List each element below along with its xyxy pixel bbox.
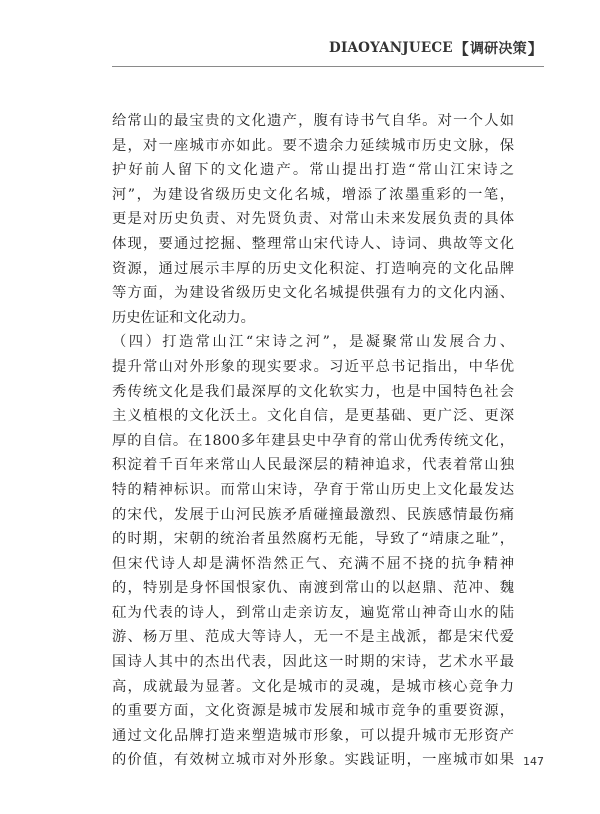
text-line: 矼为代表的诗人，到常山走亲访友，遍览常山神奇山水的陆 bbox=[112, 604, 514, 621]
section-heading-line: （四）打造常山江“宋诗之河”，是凝聚常山发展合力、 bbox=[112, 334, 514, 351]
text-line: 通过文化品牌打造来塑造城市形象，可以提升城市无形资产 bbox=[112, 727, 514, 744]
page-number: 147 bbox=[523, 755, 544, 768]
text-line: 的重要方面，文化资源是城市发展和城市竞争的重要资源， bbox=[112, 703, 514, 720]
text-line: 是，对一座城市亦如此。要不遗余力延续城市历史文脉，保 bbox=[112, 137, 514, 154]
text-line: 的，特别是身怀国恨家仇、南渡到常山的以赵鼎、范冲、魏 bbox=[112, 580, 514, 597]
section-pinyin: DIAOYANJUECE bbox=[329, 40, 453, 56]
text-line: 特的精神标识。而常山宋诗，孕育于常山历史上文化最发达 bbox=[112, 481, 514, 498]
running-header bbox=[329, 36, 544, 60]
text-line: 但宋代诗人却是满怀浩然正气、充满不屈不挠的抗争精神 bbox=[112, 555, 514, 572]
text-line: 的宋代，发展于山河民族矛盾碰撞最激烈、民族感情最伤痛 bbox=[112, 506, 514, 523]
text-line: 资源，通过展示丰厚的历史文化积淀、打造响亮的文化品牌 bbox=[112, 260, 514, 277]
text-line: 体现，要通过挖掘、整理常山宋代诗人、诗词、典故等文化 bbox=[112, 235, 514, 252]
section-bracket-close: 】 bbox=[527, 39, 543, 58]
text-line: 等方面，为建设省级历史文化名城提供强有力的文化内涵、 bbox=[112, 285, 514, 302]
text-line: 高，成就最为显著。文化是城市的灵魂，是城市核心竞争力 bbox=[112, 678, 514, 695]
text-line: 提升常山对外形象的现实要求。习近平总书记指出，中华优 bbox=[112, 358, 514, 375]
text-line: 河”，为建设省级历史文化名城，增添了浓墨重彩的一笔， bbox=[112, 186, 514, 203]
text-line: 游、杨万里、范成大等诗人，无一不是主战派，都是宋代爱 bbox=[112, 629, 514, 646]
section-bracket-open: 【 bbox=[453, 39, 469, 58]
text-line: 国诗人其中的杰出代表，因此这一时期的宋诗，艺术水平最 bbox=[112, 654, 514, 671]
text-line: 厚的自信。在1800多年建县史中孕育的常山优秀传统文化， bbox=[112, 432, 514, 449]
body-text bbox=[112, 109, 514, 773]
text-line: 的价值，有效树立城市对外形象。实践证明，一座城市如果 bbox=[112, 752, 514, 769]
paragraph-end-line: 历史佐证和文化动力。 bbox=[112, 309, 255, 326]
text-line: 的时期，宋朝的统治者虽然腐朽无能，导致了“靖康之耻”， bbox=[112, 531, 514, 548]
text-line: 秀传统文化是我们最深厚的文化软实力，也是中国特色社会 bbox=[112, 383, 514, 400]
header-rule bbox=[112, 66, 544, 67]
text-line: 更是对历史负责、对先贤负责、对常山未来发展负责的具体 bbox=[112, 211, 514, 228]
section-title: 调研决策 bbox=[469, 41, 527, 57]
text-line: 护好前人留下的文化遗产。常山提出打造“常山江宋诗之 bbox=[112, 162, 514, 179]
text-line: 给常山的最宝贵的文化遗产，腹有诗书气自华。对一个人如 bbox=[112, 113, 514, 129]
text-line: 积淀着千百年来常山人民最深层的精神追求，代表着常山独 bbox=[112, 457, 514, 474]
text-line: 主义植根的文化沃土。文化自信，是更基础、更广泛、更深 bbox=[112, 408, 514, 425]
